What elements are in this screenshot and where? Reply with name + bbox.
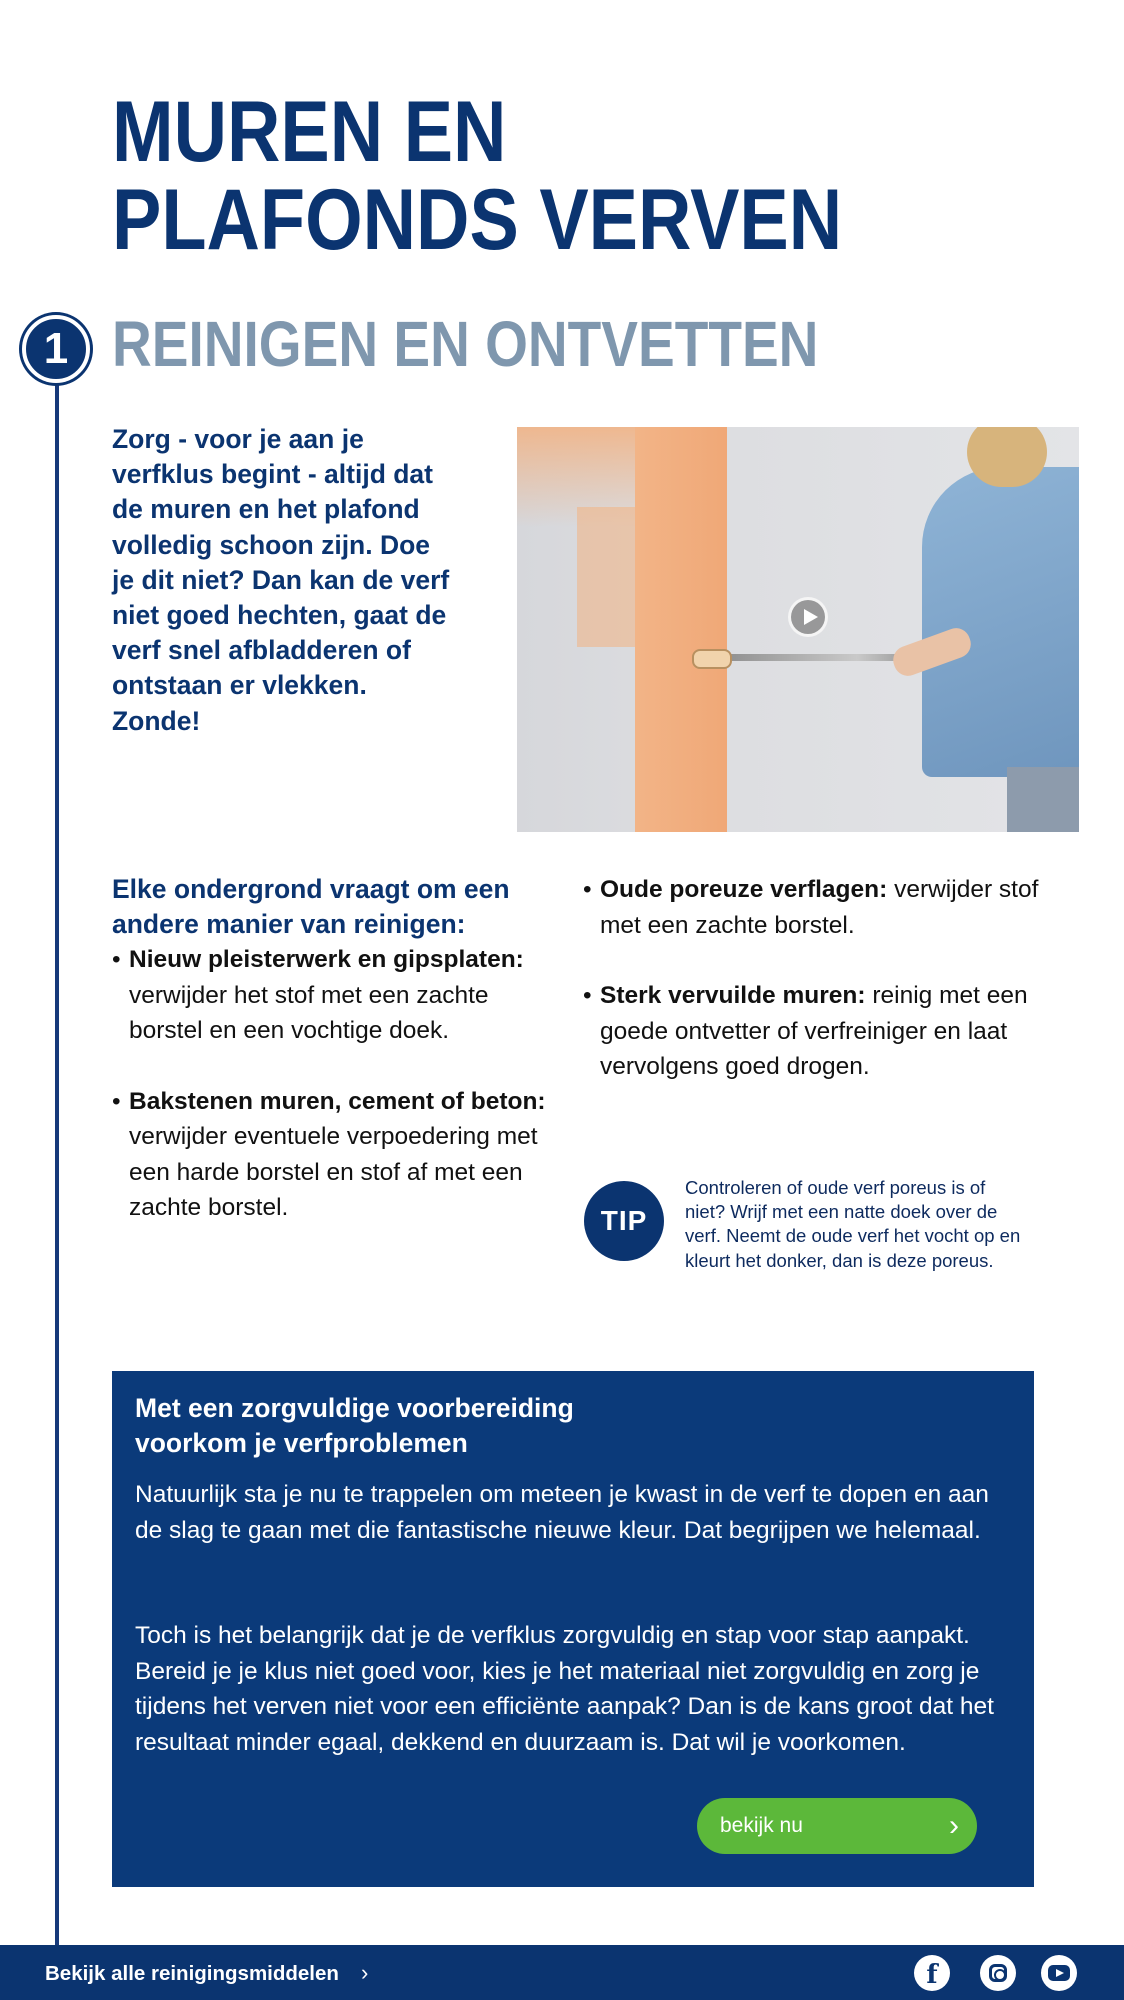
list-item [583,978,1043,1085]
video-frame-orange-wall [635,427,727,832]
list-item-text: reinig met een goede ontvetter of verfreiniger en laat vervolgens goed drogen. [600,982,1028,1080]
chevron-right-icon: › [360,1960,369,1985]
facebook-icon[interactable]: f [914,1955,950,1991]
list-item-label: Nieuw pleisterwerk en gipsplaten: [129,946,524,973]
list-item [112,1084,552,1226]
step-number-badge: 1 [22,315,90,383]
info-box-paragraph: Toch is het belangrijk dat je de verfklus zorgvuldig en stap voor stap aanpakt. Bereid je je klus niet goed voor, kies je het materiaal niet zorgvuldig en zorg je tijdens het verven niet voor een efficiënte aanpak? Dan is de kans groot dat het resultaat minder egaal, dekkend en duurzaam is. Dat wil je voorkomen. [135,1622,994,1756]
list-item-label: Bakstenen muren, cement of beton: [129,1087,546,1115]
surfaces-right-column [583,872,1043,1085]
list-item [112,942,552,1049]
instagram-icon[interactable] [980,1955,1016,1991]
section-heading: REINIGEN EN ONTVETTEN [112,308,819,380]
info-box-title: Met een zorgvuldige voorbereiding voorkom je verfproblemen [135,1393,574,1458]
list-item-label: Oude poreuze verflagen: [600,876,888,903]
list-item [583,872,1043,943]
list-item-text: verwijder het stof met een zachte borstel en een vochtige doek. [129,981,489,1044]
footer-bar [0,1945,1124,2000]
list-item-text: verwijder eventuele verpoedering met een harde borstel en stof af met een zachte borstel. [129,1123,538,1221]
list-item-label: Sterk vervuilde muren: [600,982,866,1009]
surfaces-left-column [112,872,552,1226]
chevron-right-icon: › [949,1809,959,1842]
video-frame-jeans [1007,767,1079,832]
video-frame-hair [967,427,1047,487]
video-frame-roller-head [692,649,732,669]
video-frame-person [922,467,1079,777]
page-title: MUREN EN PLAFONDS VERVEN [112,84,843,268]
play-icon[interactable] [788,597,828,637]
list-item-text: verwijder stof met een zachte borstel. [600,876,1039,939]
surfaces-heading: Elke ondergrond vraagt om een andere manier van reinigen: [112,874,510,939]
tip-text: Controleren of oude verf poreus is of niet? Wrijf met een natte doek over de verf. Neemt de oude verf het vocht op en kleurt het donker, dan is deze poreus. [685,1177,1021,1271]
timeline-line [55,340,59,1945]
bekijk-nu-button[interactable] [697,1798,977,1854]
intro-text: Zorg - voor je aan je verfklus begint - altijd dat de muren en het plafond volledig schoon zijn. Doe je dit niet? Dan kan de verf niet goed hechten, gaat de verf snel afbladderen of ontstaan er vlekken. Zonde! [112,424,450,736]
video-player[interactable] [517,427,1079,832]
info-box [112,1371,1034,1887]
footer-link-label: Bekijk alle reinigingsmiddelen [45,1962,339,1985]
tip-badge: TIP [584,1181,664,1261]
youtube-icon[interactable] [1041,1955,1077,1991]
info-box-paragraph: Natuurlijk sta je nu te trappelen om meteen je kwast in de verf te dopen en aan de slag te gaan met die fantastische nieuwe kleur. Dat begrijpen we helemaal. [135,1481,989,1544]
bekijk-nu-label: bekijk nu [720,1814,803,1837]
all-cleaning-products-link[interactable] [45,1945,368,2000]
